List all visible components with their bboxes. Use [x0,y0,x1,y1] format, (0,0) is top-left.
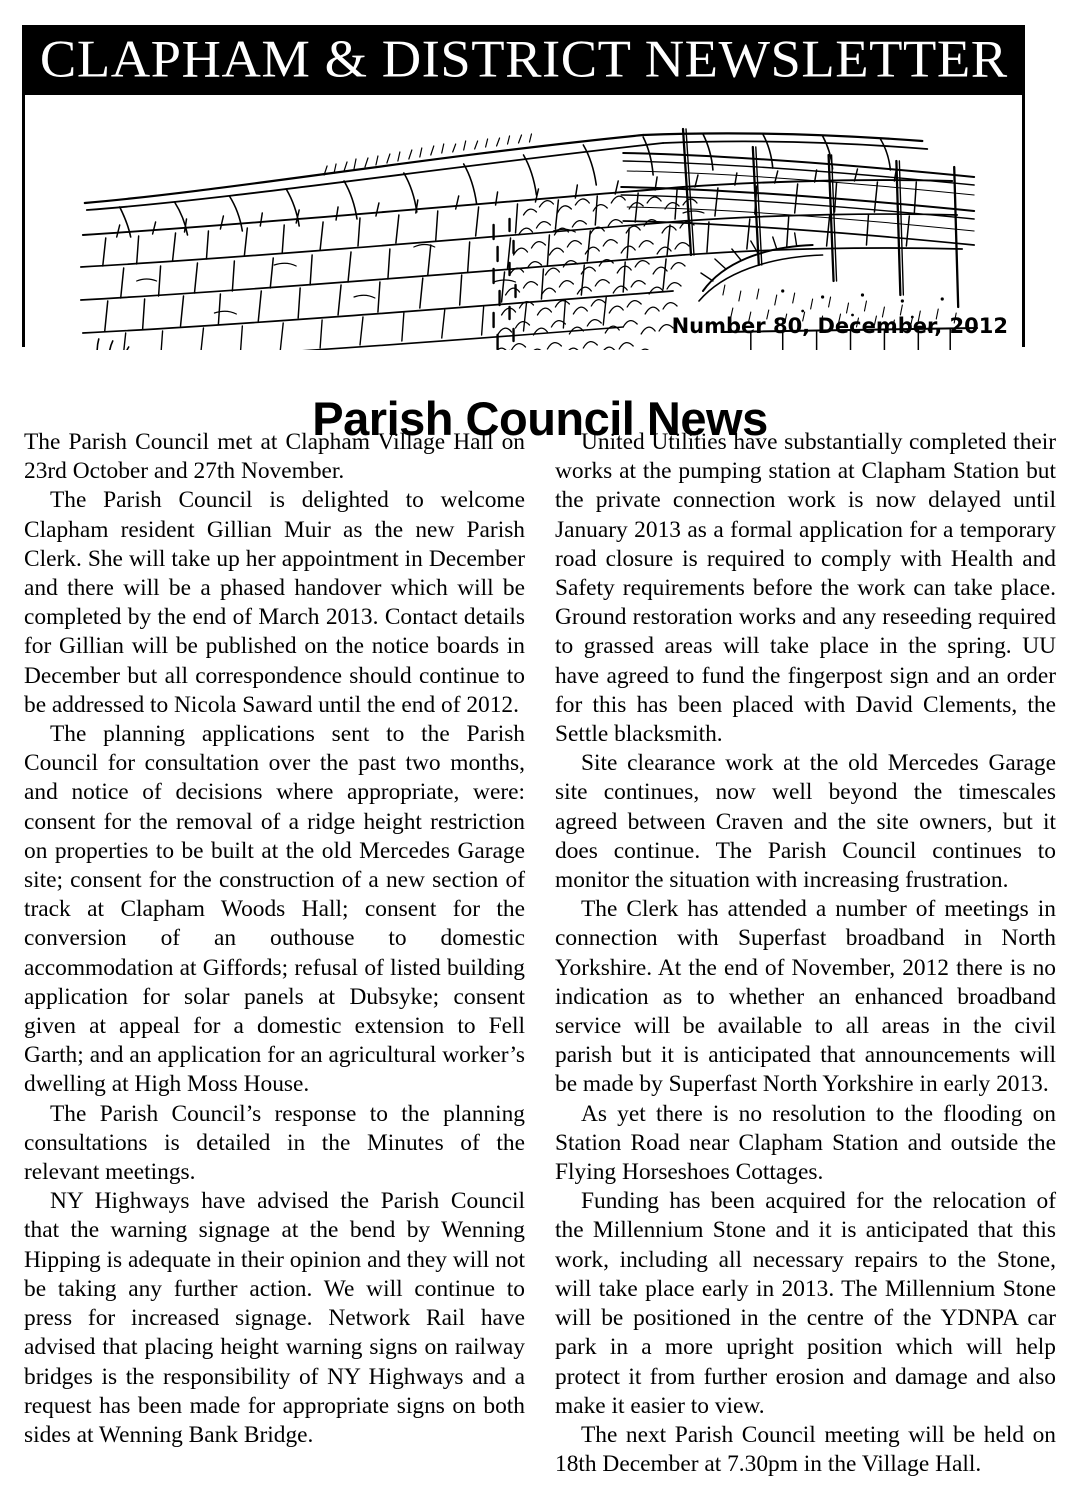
paragraph: The Parish Council’s response to the planning consultations is detailed in the Minutes of the relevant meetings. [24,1100,525,1186]
article-body [24,428,1056,1479]
newsletter-title [25,29,1022,88]
dry-stone-wall-illustration [25,95,1022,350]
paragraph: United Utilities have substantially completed their works at the pumping station at Clapham Station but the private connection work is now delayed until January 2013 as a formal application for a temporary road closure is required to comply with Health and Safety requirements before the work can take place. Ground restoration works and any reseeding required to grassed areas will take place in the spring. UU have agreed to fund the fingerpost sign and an order for this has been placed with David Clements, the Settle blacksmith. [555,429,1056,748]
paragraph: NY Highways have advised the Parish Council that the warning signage at the bend by Wenning Hipping is adequate in their opinion and they will not be taking any further action. We will continue to press for increased signage. Network Rail have advised that placing height warning signs on railway bridges is the responsibility of NY Highways and a request has been made for appropriate signs on both sides at Wenning Bank Bridge. [24,1188,525,1448]
page-title: Parish Council News [312,392,768,446]
paragraph: The next Parish Council meeting will be held on 18th December at 7.30pm in the Village Hall. [555,1421,1056,1478]
paragraph: Site clearance work at the old Mercedes Garage site continues, now well beyond the timescales agreed between Craven and the site owners, but it does continue. The Parish Council continues to monitor the situation with increasing frustration. [555,750,1056,894]
newsletter-title-text: CLAPHAM & DISTRICT NEWSLETTER [39,29,1008,88]
right-column [555,428,1056,1479]
masthead-box [22,25,1025,347]
issue-number-label: Number 80, December, 2012 [671,314,1008,338]
paragraph: As yet there is no resolution to the flooding on Station Road near Clapham Station and outside the Flying Horseshoes Cottages. [555,1100,1056,1186]
paragraph: The Parish Council met at Clapham Village Hall on 23rd October and 27th November. [24,429,525,485]
masthead-banner [25,28,1022,95]
left-column [24,428,525,1479]
paragraph: Funding has been acquired for the relocation of the Millennium Stone and it is anticipated that this work, including all necessary repairs to the Stone, will take place early in 2013. The Millennium Stone will be positioned in the centre of the YDNPA car park in a more upright position which will help protect it from further erosion and damage and also make it easier to view. [555,1188,1056,1419]
paragraph: The Clerk has attended a number of meetings in connection with Superfast broadband in North Yorkshire. At the end of November, 2012 there is no indication as to whether an enhanced broadband service will be available to all areas in the civil parish but it is anticipated that announcements will be made by Superfast North Yorkshire in early 2013. [555,896,1056,1098]
paragraph: The Parish Council is delighted to welcome Clapham resident Gillian Muir as the new Parish Clerk. She will take up her appointment in December and there will be a phased handover which will be completed by the end of March 2013. Contact details for Gillian will be published on the notice boards in December but all correspondence should continue to be addressed to Nicola Saward until the end of 2012. [24,487,525,718]
paragraph: The planning applications sent to the Parish Council for consultation over the past two months, and notice of decisions where appropriate, were: consent for the removal of a ridge height restriction on properties to be built at the old Mercedes Garage site; consent for the construction of a new section of track at Clapham Woods Hall; consent for the conversion of an outhouse to domestic accommodation at Giffords; refusal of listed building application for solar panels at Dubsyke; consent given at appeal for a domestic extension to Fell Garth; and an application for an agricultural worker’s dwelling at High Moss House. [24,721,525,1098]
